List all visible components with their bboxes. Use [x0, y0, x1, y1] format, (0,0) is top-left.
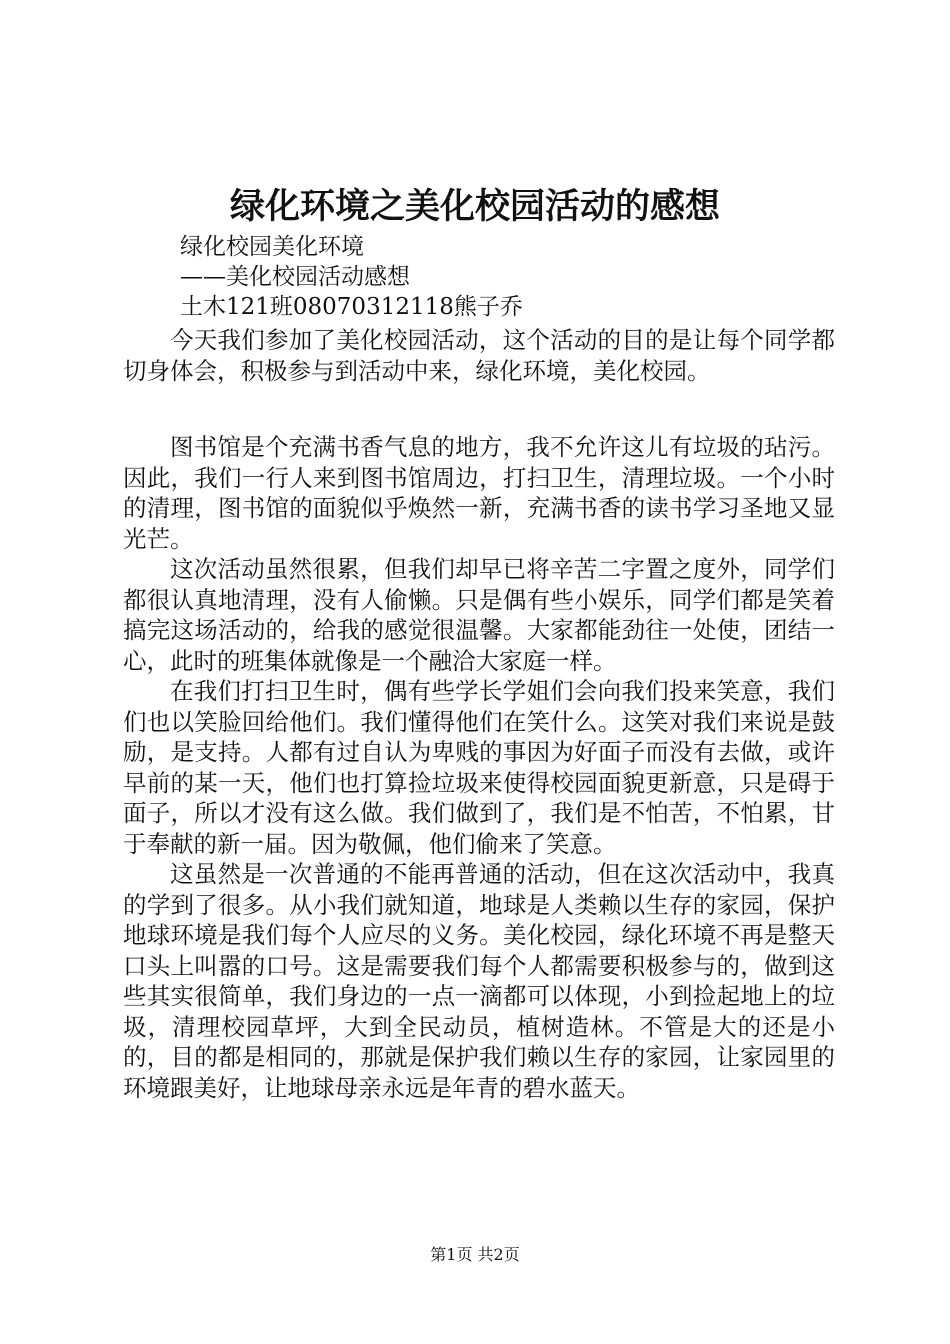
paragraph: 这次活动虽然很累，但我们却早已将辛苦二字置之度外，同学们都很认真地清理，没有人偷懒。只是偶有些小娱乐，同学们都是笑着搞完这场活动的，给我的感觉很温馨。大家都能劲往一处使，团结一心，此时的班集体就像是一个融洽大家庭一样。: [123, 555, 835, 675]
author-line: 土木121班08070312118熊子乔: [180, 294, 523, 320]
paragraph: 今天我们参加了美化校园活动，这个活动的目的是让每个同学都切身体会，积极参与到活动中来，绿化环境，美化校园。: [123, 326, 835, 385]
subtitle-line: 绿化校园美化环境: [180, 234, 364, 260]
subtitle-block: [180, 232, 523, 322]
subtitle-line: ——美化校园活动感想: [180, 264, 410, 290]
paragraph: 图书馆是个充满书香气息的地方，我不允许这儿有垃圾的玷污。因此，我们一行人来到图书馆周边，打扫卫生，清理垃圾。一个小时的清理，图书馆的面貌似乎焕然一新，充满书香的读书学习圣地又显光芒。: [123, 433, 835, 553]
page-footer: 第1页 共2页: [430, 1245, 520, 1264]
document-title: 绿化环境之美化校园活动的感想: [229, 186, 720, 227]
paragraph: 这虽然是一次普通的不能再普通的活动，但在这次活动中，我真的学到了很多。从小我们就知道，地球是人类赖以生存的家园，保护地球环境是我们每个人应尽的义务。美化校园，绿化环境不再是整天口头上叫嚣的口号。这是需要我们每个人都需要积极参与的，做到这些其实很简单，我们身边的一点一滴都可以体现，小到捡起地上的垃圾，清理校园草坪，大到全民动员，植树造林。不管是大的还是小的，目的都是相同的，那就是保护我们赖以生存的家园，让家园里的环境跟美好，让地球母亲永远是年青的碧水蓝天。: [123, 860, 835, 1102]
document-body: [123, 325, 835, 1103]
paragraph: 在我们打扫卫生时，偶有些学长学姐们会向我们投来笑意，我们们也以笑脸回给他们。我们懂得他们在笑什么。这笑对我们来说是鼓励，是支持。人都有过自认为卑贱的事因为好面子而没有去做，或许早前的某一天，他们也打算捡垃圾来使得校园面貌更新意，只是碍于面子，所以才没有这么做。我们做到了，我们是不怕苦，不怕累，甘于奉献的新一届。因为敬佩，他们偷来了笑意。: [123, 677, 835, 858]
paragraph-spacer: [123, 386, 835, 432]
